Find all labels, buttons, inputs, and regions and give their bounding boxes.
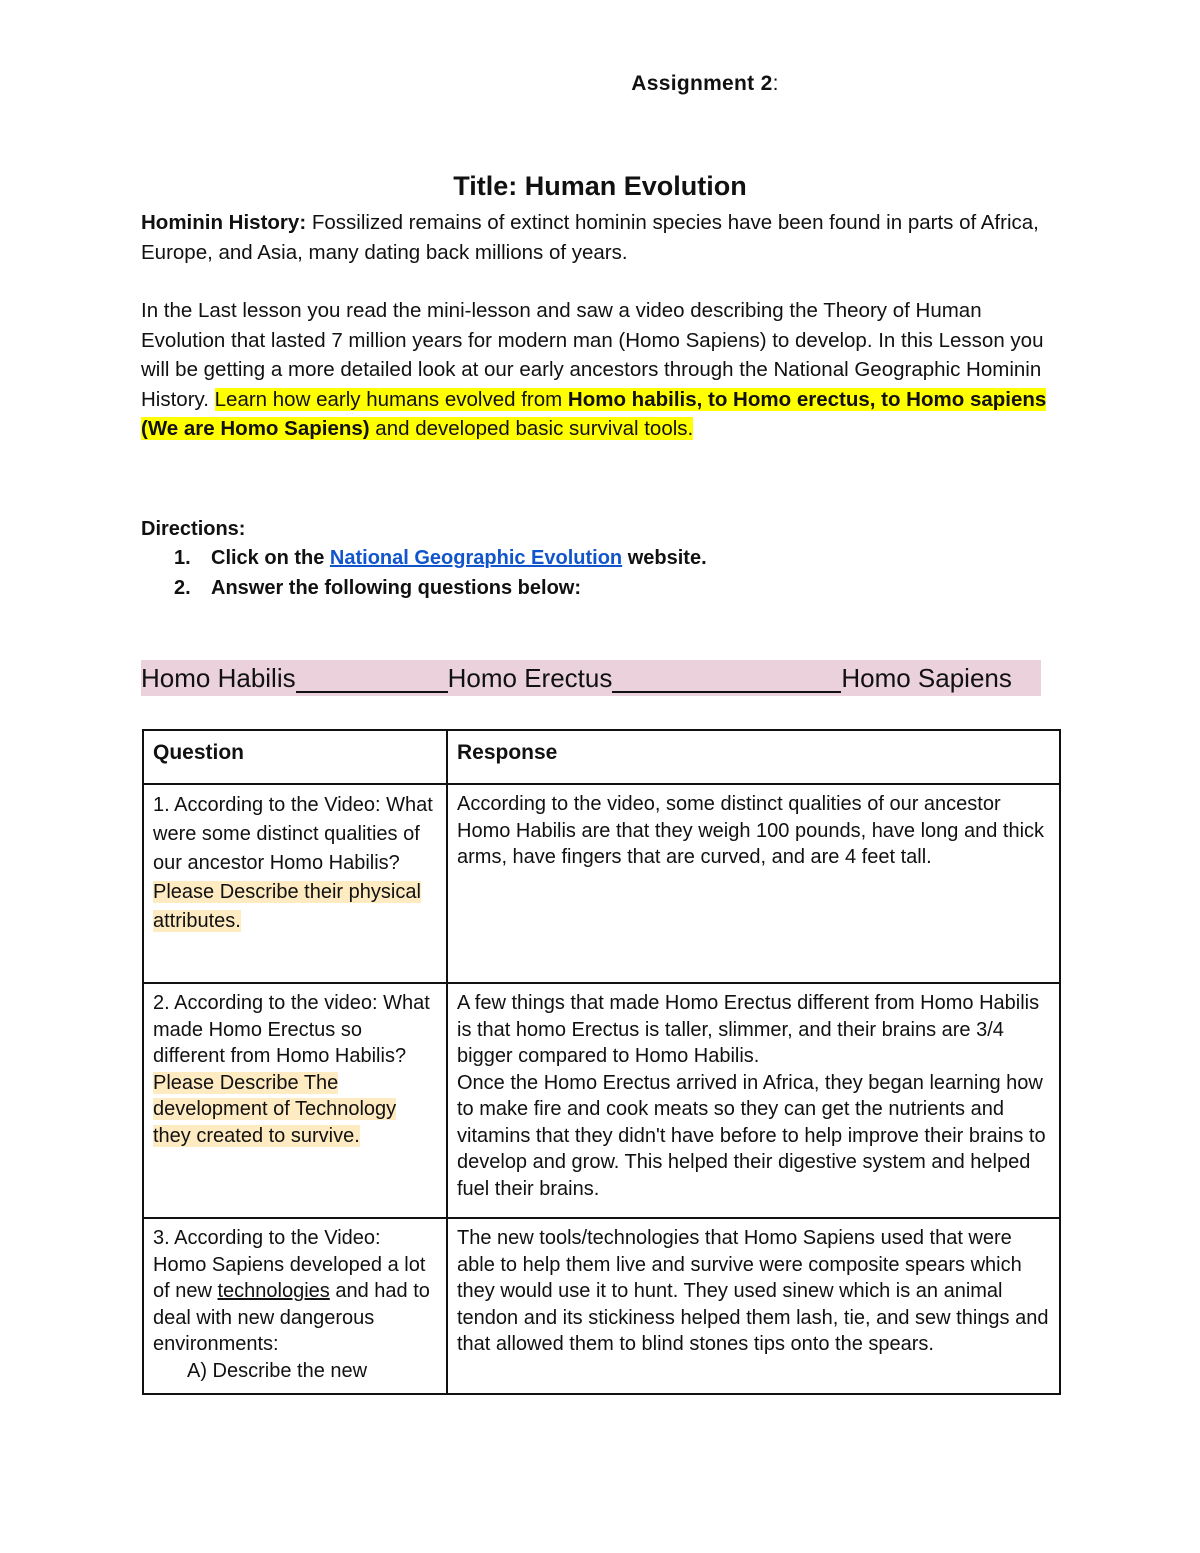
qa-table [142,729,1061,1395]
response-cell[interactable] [447,784,1060,983]
question-highlight: Please Describe their physical attributes. [153,881,421,932]
question-cell [143,784,447,983]
direction-text: Answer the following questions below: [211,577,582,599]
question-text: 1. According to the Video: What were some distinct qualities of our ancestor Homo Habilis? [153,794,433,874]
response-cell[interactable] [447,983,1060,1218]
lesson-text: In the Last lesson you read the mini-lesson and saw a video describing the Theory of Human Evolution that lasted 7 million years for modern man (Homo Sapiens) to develop. In this Lesson you will be getting a more detailed look at our early ancestors through the National Geographic Hominin History. [141,299,1044,411]
species-timeline [141,660,1041,696]
directions-list [174,543,707,603]
question-cell [143,1218,447,1394]
assignment-heading [0,72,1200,96]
question-highlight: Please Describe The development of Technology they created to survive. [153,1071,397,1147]
lesson-paragraph [141,296,1061,444]
response-text: The new tools/technologies that Homo Sapiens used that were able to help them live and survive were composite spears which they would use it to hunt. They used sinew which is an animal tendon and its stickiness helped them lash, tie, and sew things and that allowed them to blind stones tips onto the spears. [457,1227,1049,1355]
national-geographic-link[interactable]: National Geographic Evolution [329,547,623,569]
page-title: Title: Human Evolution [453,171,747,201]
header-question: Question [143,730,447,784]
timeline-homo-habilis: Homo Habilis [141,663,296,693]
directions-heading: Directions: [141,518,246,540]
table-row [143,1218,1060,1394]
table-row [143,784,1060,983]
assignment-colon: : [772,72,779,95]
response-text: A few things that made Homo Erectus different from Homo Habilis is that homo Erectus is taller, slimmer, and their brains are 3/4 bigger compared to Homo Habilis. [457,992,1040,1067]
response-text: Once the Homo Erectus arrived in Africa, they began learning how to make fire and cook meats so they can get the nutrients and vitamins that they didn't have before to help improve their brains to develop and grow. This helped their digestive system and helped fuel their brains. [457,1071,1046,1200]
timeline-homo-sapiens: Homo Sapiens [841,663,1012,693]
question-subitem: A) Describe the new [187,1359,368,1382]
lesson-highlight-bold: Homo habilis, to Homo erectus, to Homo sapiens (We are Homo Sapiens) [141,387,1047,440]
intro-text: Fossilized remains of extinct hominin species have been found in parts of Africa, Europe, and Asia, many dating back millions of years. [141,211,1039,264]
question-text: 3. According to the Video: Homo Sapiens developed a lot of new [153,1227,426,1302]
table-header-row [143,730,1060,784]
lesson-highlight-c: and developed basic survival tools. [369,417,694,440]
timeline-line [612,665,841,693]
question-underlined: technologies [217,1280,330,1302]
direction-item [174,543,707,573]
response-cell[interactable] [447,1218,1060,1394]
assignment-label: Assignment 2 [631,72,773,95]
question-text: and had to deal with new dangerous environments: [153,1280,430,1355]
lesson-highlight-a: Learn how early humans evolved from [214,387,568,411]
question-cell [143,983,447,1218]
timeline-line [296,665,448,693]
question-text: 2. According to the video: What made Homo Erectus so different from Homo Habilis? [153,992,430,1067]
table-row [143,983,1060,1218]
direction-text-pre: Click on the [211,547,330,569]
direction-item [174,573,707,603]
intro-label: Hominin History: [141,211,307,234]
response-text: According to the video, some distinct qualities of our ancestor Homo Habilis are that they weigh 100 pounds, have long and thick arms, have fingers that are curved, and are 4 feet tall. [457,793,1045,868]
timeline-homo-erectus: Homo Erectus [447,663,613,693]
direction-number: 2. [174,577,191,599]
direction-number: 1. [174,547,191,569]
direction-text-post: website. [622,547,707,569]
header-response: Response [447,730,1060,784]
intro-paragraph [141,208,1061,267]
